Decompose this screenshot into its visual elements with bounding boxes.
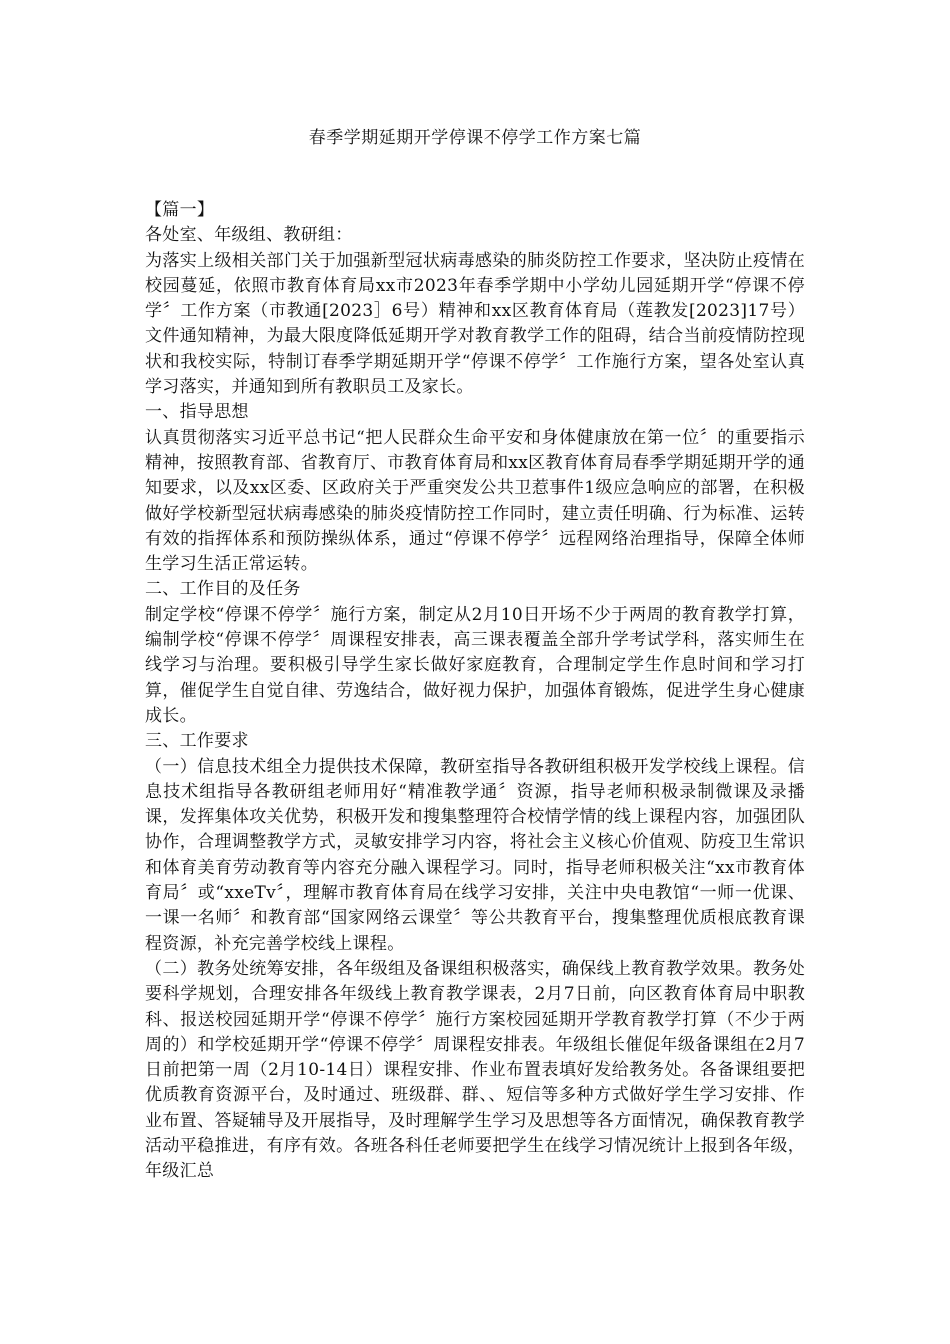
paragraph: （一）信息技术组全力提供技术保障，教研室指导各教研组积极开发学校线上课程。信息技术组指导各教研组老师用好“精准教学通〞资源，指导老师积极录制微课及录播课，发挥集体攻关优势，积极开发和搜集整理符合校情学情的线上课程内容，加强团队协作，合理调整教学方式，灵敏安排学习内容，将社会主义核心价值观、防疫卫生常识和体育美育劳动教育等内容充分融入课程学习。同时，指导老师积极关注“xx市教育体育局〞或“xxeTv〞，理解市教育体育局在线学习安排，关注中央电教馆“一师一优课、一课一名师〞和教育部“国家网络云课堂〞等公共教育平台，搜集整理优质根底教育课程资源，补充完善学校线上课程。	[145, 756, 805, 954]
document-title: 春季学期延期开学停课不停学工作方案七篇	[308, 128, 642, 148]
document-body	[145, 198, 805, 1185]
paragraph: 制定学校“停课不停学〞施行方案，制定从2月10日开场不少于两周的教育教学打算，编制学校“停课不停学〞周课程安排表，高三课表覆盖全部升学考试学科，落实师生在线学习与治理。要积极引导学生家长做好家庭教育，合理制定学生作息时间和学习打算，催促学生自觉自律、劳逸结合，做好视力保护，加强体育锻炼，促进学生身心健康成长。	[145, 604, 805, 726]
section-heading: 【篇一】	[145, 200, 215, 220]
section-heading: 一、指导思想	[145, 402, 249, 423]
paragraph: 认真贯彻落实习近平总书记“把人民群众生命平安和身体健康放在第一位〞的重要指示精神，按照教育部、省教育厅、市教育体育局和xx区教育体育局春季学期延期开学的通知要求，以及xx区委、区政府关于严重突发公共卫惹事件1级应急响应的部署，在积极做好学校新型冠状病毒感染的肺炎疫情防控工作同时，建立责任明确、行为标准、运转有效的指挥体系和预防操纵体系，通过“停课不停学〞远程网络治理指导，保障全体师生学习生活正常运转。	[145, 427, 805, 575]
paragraph: （二）教务处统筹安排，各年级组及备课组积极落实，确保线上教育教学效果。教务处要科学规划，合理安排各年级线上教育教学课表，2月7日前，向区教育体育局中职教科、报送校园延期开学“停课不停学〞施行方案校园延期开学教育教学打算（不少于两周的）和学校延期开学“停课不停学〞周课程安排表。年级组长催促年级备课组在2月7日前把第一周（2月10-14日）课程安排、作业布置表填好发给教务处。各备课组要把优质教育资源平台，及时通过、班级群、群、、短信等多种方式做好学生学习安排、作业布置、答疑辅导及开展指导，及时理解学生学习及思想等各方面情况，确保教育教学活动平稳推进，有序有效。各班各科任老师要把学生在线学习情况统计上报到各年级，年级汇总	[145, 958, 805, 1182]
section-heading: 三、工作要求	[145, 731, 249, 752]
section-heading: 二、工作目的及任务	[145, 579, 301, 600]
paragraph: 为落实上级相关部门关于加强新型冠状病毒感染的肺炎防控工作要求，坚决防止疫情在校园蔓延，依照市教育体育局xx市2023年春季学期中小学幼儿园延期开学“停课不停学〞工作方案（市教通[2023］6号）精神和xx区教育体育局（莲教发[2023]17号）文件通知精神，为最大限度降低延期开学对教育教学工作的阻碍，结合当前疫情防控现状和我校实际，特制订春季学期延期开学“停课不停学〞工作施行方案，望各处室认真学习落实，并通知到所有教职员工及家长。	[145, 250, 805, 398]
salutation: 各处室、年级组、教研组：	[145, 225, 353, 246]
